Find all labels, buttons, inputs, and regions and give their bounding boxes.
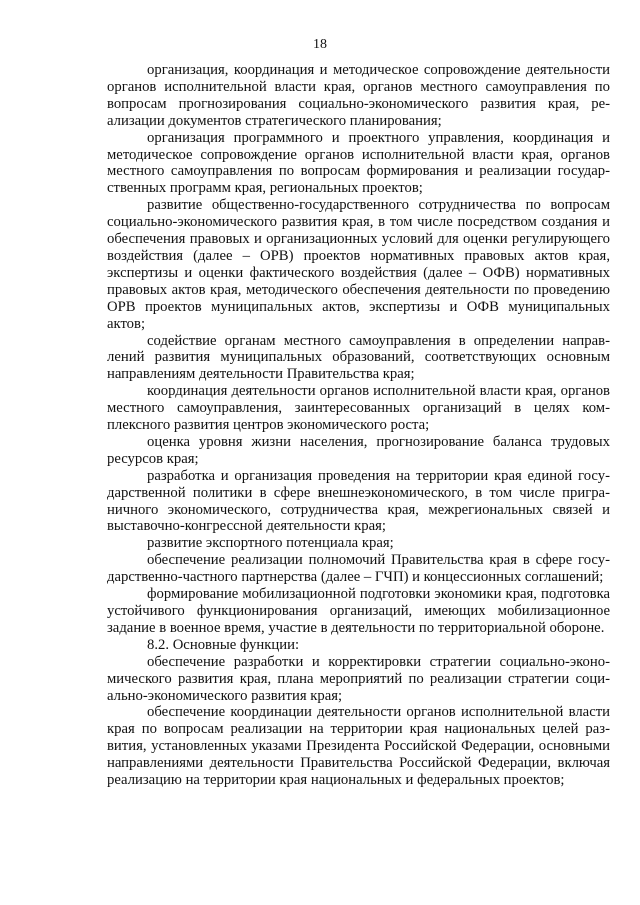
section-heading: 8.2. Основные функции: bbox=[147, 636, 300, 653]
paragraph: координация деятельности органов исполнительной власти края, органов местного самоуправления, заинтересованных организаций в целях комплексного развития центров экономического роста; bbox=[107, 383, 610, 434]
paragraph: формирование мобилизационной подготовки экономики края, подготовка устойчивого функционирования организаций, имеющих мобилизационное задание в военное время, участие в деятельности по территориальной обороне. bbox=[107, 586, 610, 636]
paragraph: обеспечение координации деятельности органов исполнительной власти края по вопросам реализации на территории края национальных целей развития, установленных указами Президента Российской Федерации, основными направлениями деятельности Правительства Российской Федерации, включая реализацию на территории края национальных и федеральных проектов; bbox=[107, 704, 610, 789]
paragraph: развитие экспортного потенциала края; bbox=[147, 535, 394, 552]
document-body bbox=[107, 62, 610, 789]
paragraph: организация, координация и методическое сопровождение деятельности органов исполнительной власти края, органов местного самоуправления по вопросам прогнозирования социально-экономического развития края, реализации документов стратегического планирования; bbox=[107, 62, 610, 129]
paragraph: развитие общественно-государственного сотрудничества по вопросам социально-экономического развития края, в том числе посредством создания и обеспечения правовых и организационных условий для оценки регулирующего воздействия (далее – ОРВ) проектов нормативных правовых актов края, экспертизы и оценки фактического воздействия (далее – ОФВ) нормативных правовых актов края, методического обеспечения деятельности по проведению ОРВ проектов муниципальных актов, экспертизы и ОФВ муниципальных актов; bbox=[107, 197, 610, 332]
paragraph: оценка уровня жизни населения, прогнозирование баланса трудовых ресурсов края; bbox=[107, 433, 610, 467]
paragraph: содействие органам местного самоуправления в определении направлений развития муниципальных образований, соответствующих основным направлениям деятельности Правительства края; bbox=[107, 332, 610, 383]
paragraph: обеспечение реализации полномочий Правительства края в сфере государственно-частного партнерства (далее – ГЧП) и концессионных соглашений; bbox=[107, 552, 610, 586]
paragraph: обеспечение разработки и корректировки стратегии социально-экономического развития края, плана мероприятий по реализации стратегии социально-экономического развития края; bbox=[107, 653, 610, 704]
paragraph: организация программного и проектного управления, координация и методическое сопровождение органов исполнительной власти края, органов местного самоуправления по вопросам формирования и реализации государственных программ края, региональных проектов; bbox=[107, 129, 610, 197]
page-number: 18 bbox=[313, 37, 327, 52]
paragraph: разработка и организация проведения на территории края единой государственной политики в сфере внешнеэкономического, в том числе приграничного экономического, сотрудничества края, межрегиональных связей и выставочно-конгрессной деятельности края; bbox=[107, 467, 610, 535]
